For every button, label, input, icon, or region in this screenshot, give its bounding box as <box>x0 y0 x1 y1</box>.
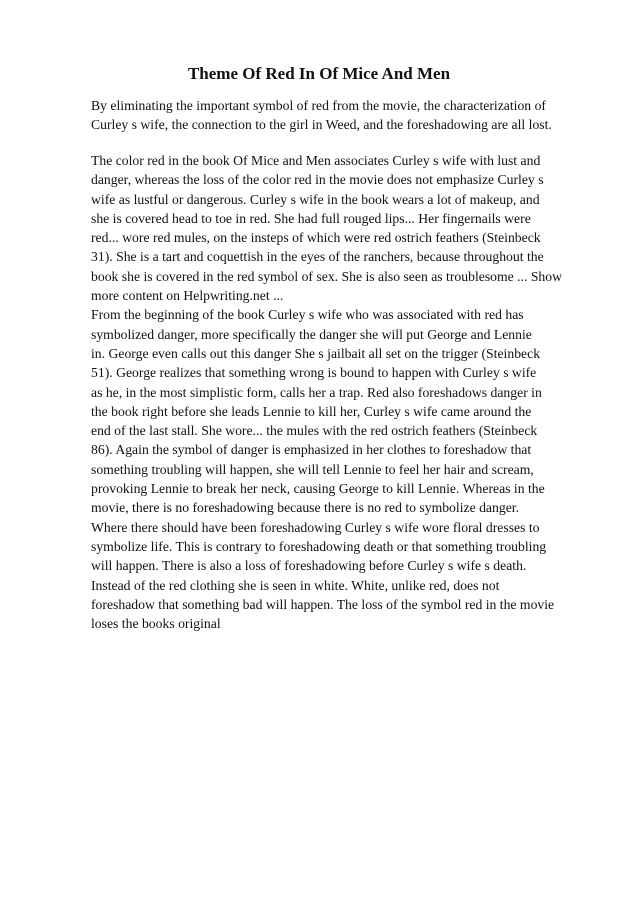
text-line: symbolize life. This is contrary to foreshadowing death or that something troubling <box>91 538 547 554</box>
text-line: will happen. There is also a loss of foreshadowing before Curley s wife s death. <box>91 558 527 574</box>
text-line: book she is covered in the red symbol of sex. She is also seen as troublesome ... Show <box>91 268 563 284</box>
text-line: symbolized danger, more specifically the danger she will put George and Lennie <box>91 326 532 342</box>
text-line: as he, in the most simplistic form, calls her a trap. Red also foreshadows danger in <box>91 384 542 400</box>
intro-paragraph <box>91 96 606 135</box>
text-line: more content on Helpwriting.net ... <box>91 288 284 304</box>
text-line: Curley s wife, the connection to the girl in Weed, and the foreshadowing are all lost. <box>91 117 552 133</box>
text-line: foreshadow that something bad will happen. The loss of the symbol red in the movie <box>91 596 555 612</box>
text-line: wife as lustful or dangerous. Curley s wife in the book wears a lot of makeup, and <box>91 191 540 207</box>
text-line: movie, there is no foreshadowing because there is no red to symbolize danger. <box>91 500 519 516</box>
text-line: Instead of the red clothing she is seen in white. White, unlike red, does not <box>91 577 500 593</box>
text-line: provoking Lennie to break her neck, causing George to kill Lennie. Whereas in the <box>91 481 545 497</box>
text-line: red... wore red mules, on the insteps of which were red ostrich feathers (Steinbeck <box>91 230 541 246</box>
text-line: 51). George realizes that something wrong is bound to happen with Curley s wife <box>91 365 537 381</box>
text-line: loses the books original <box>91 616 221 632</box>
text-line: 86). Again the symbol of danger is emphasized in her clothes to foreshadow that <box>91 442 532 458</box>
text-line: 31). She is a tart and coquettish in the eyes of the ranchers, because throughout the <box>91 249 544 265</box>
text-line: something troubling will happen, she will tell Lennie to feel her hair and scream, <box>91 461 534 477</box>
text-line: end of the last stall. She wore... the mules with the red ostrich feathers (Steinbeck <box>91 423 538 439</box>
text-line: danger, whereas the loss of the color red in the movie does not emphasize Curley s <box>91 172 544 188</box>
text-line: she is covered head to toe in red. She had full rouged lips... Her fingernails were <box>91 210 531 226</box>
text-line: The color red in the book Of Mice and Men associates Curley s wife with lust and <box>91 153 541 168</box>
text-line: From the beginning of the book Curley s wife who was associated with red has <box>91 307 524 323</box>
text-line: in. George even calls out this danger She s jailbait all set on the trigger (Steinbeck <box>91 345 541 361</box>
document-title: Theme Of Red In Of Mice And Men <box>187 64 451 83</box>
text-line: Where there should have been foreshadowing Curley s wife wore floral dresses to <box>91 519 540 535</box>
text-line: By eliminating the important symbol of red from the movie, the characterization of <box>91 98 546 113</box>
body-paragraph <box>91 151 606 633</box>
text-line: the book right before she leads Lennie to kill her, Curley s wife came around the <box>91 403 532 419</box>
